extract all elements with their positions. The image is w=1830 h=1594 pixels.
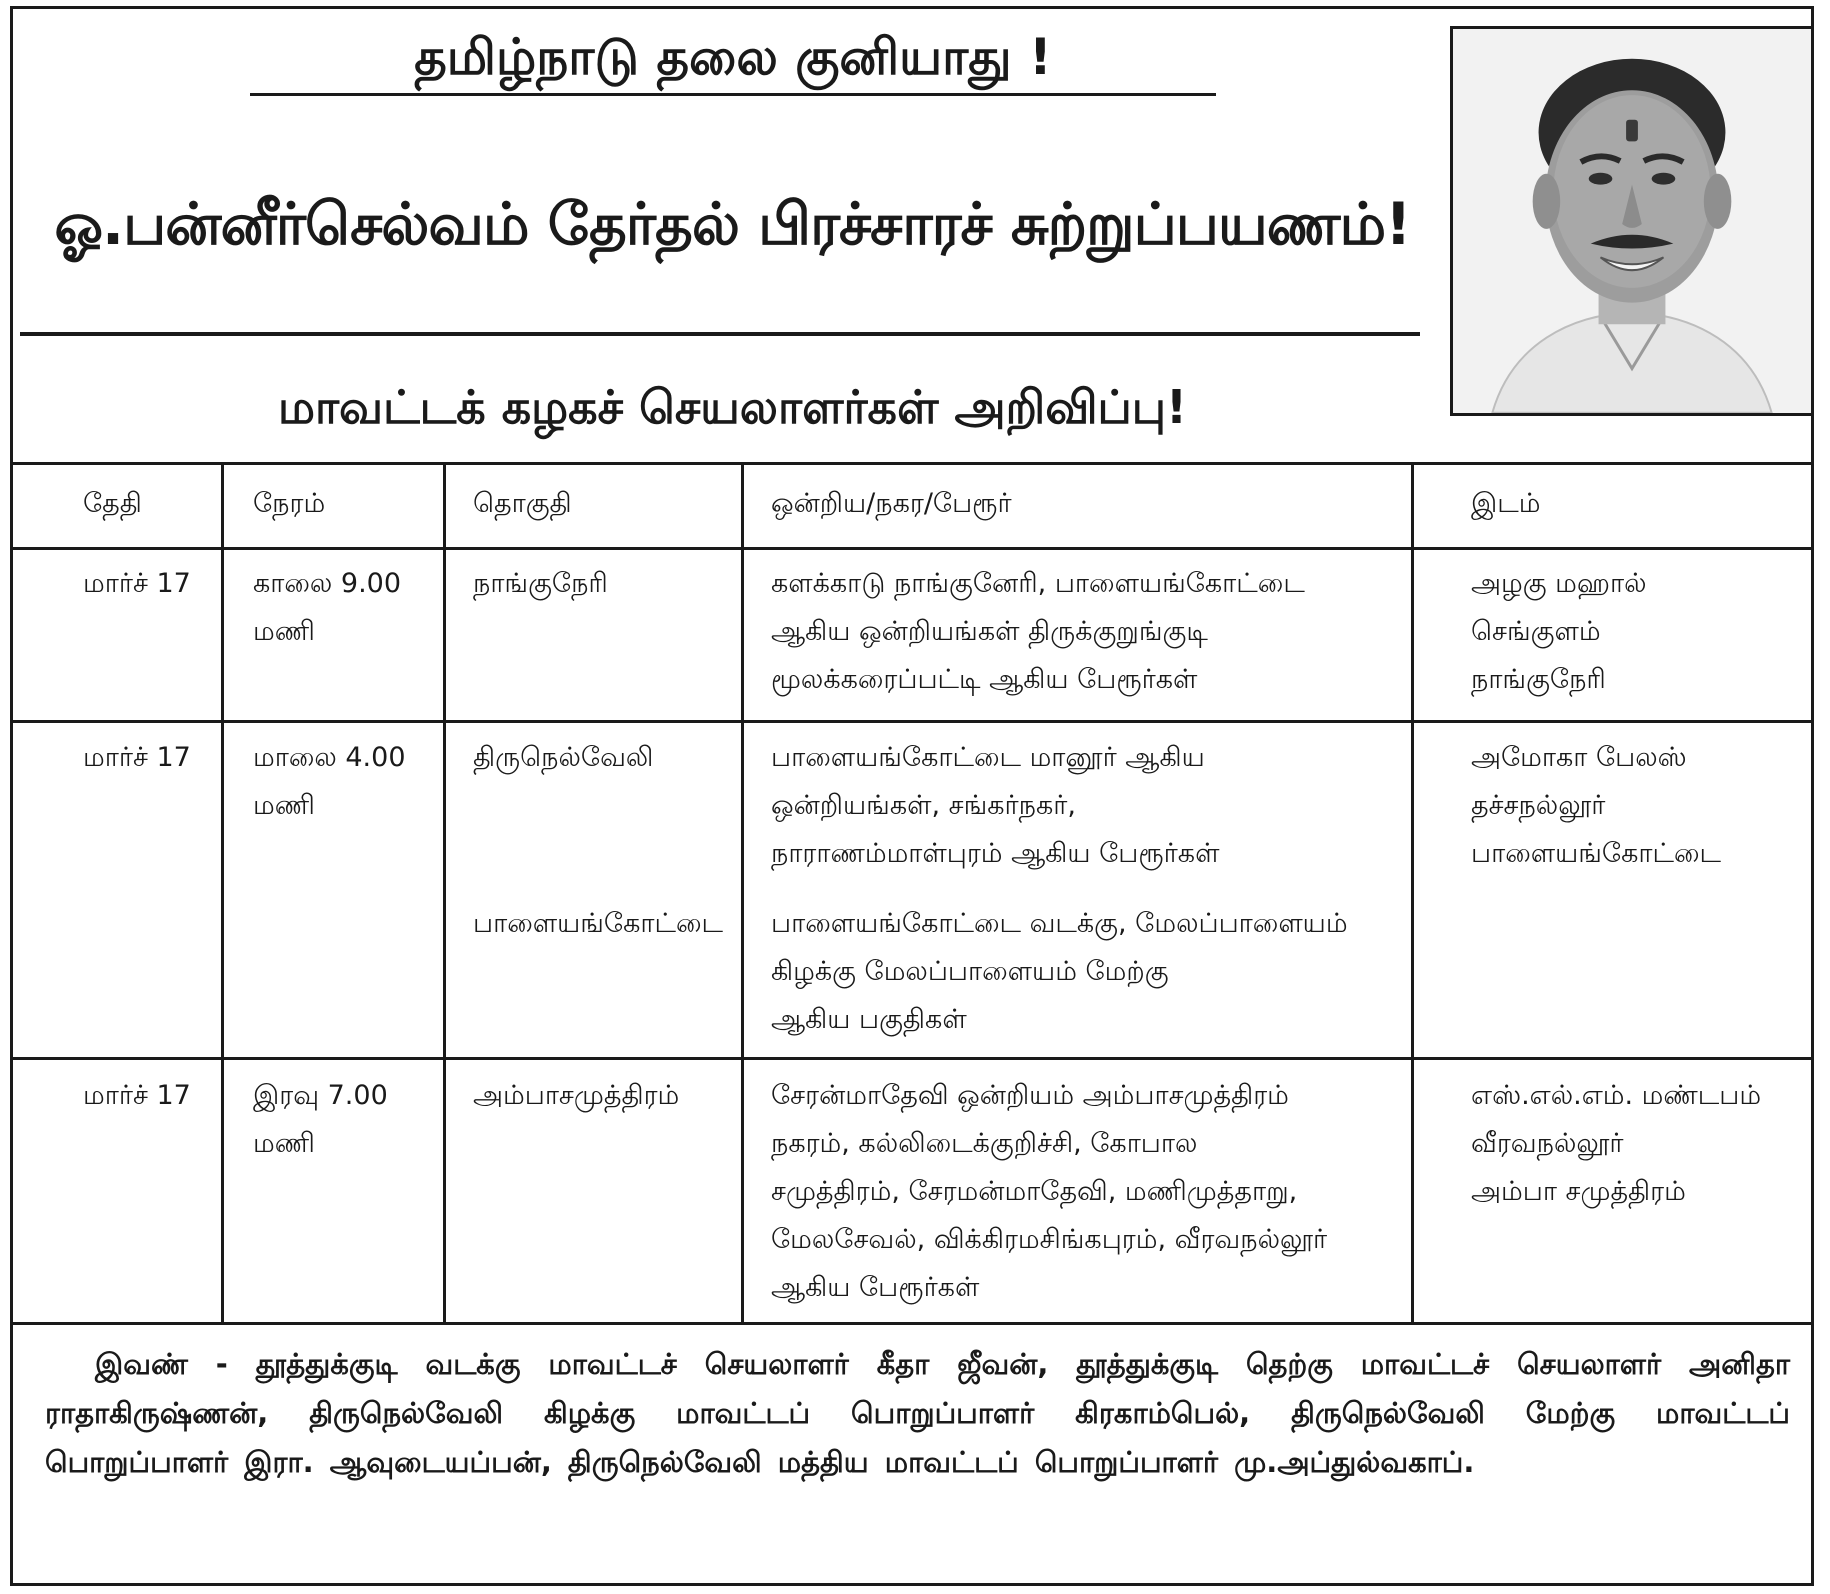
areas-line: மேலசேவல், விக்கிரமசிங்கபுரம், வீரவநல்லூர் — [771, 1224, 1328, 1255]
row1-venue — [1471, 560, 1647, 704]
column-header-venue: இடம் — [1471, 488, 1541, 519]
areas-line: ஆகிய பகுதிகள் — [771, 1004, 967, 1035]
areas-line: சமுத்திரம், சேரமன்மாதேவி, மணிமுத்தாறு, — [771, 1176, 1298, 1207]
time-line: மணி — [253, 616, 315, 647]
portrait-illustration — [1453, 29, 1811, 413]
venue-line: செங்குளம் — [1471, 616, 1601, 647]
slogan-heading: தமிழ்நாடு தலை குனியாது ! — [250, 30, 1216, 96]
column-header-date: தேதி — [83, 488, 142, 519]
time-line: மணி — [253, 790, 315, 821]
row2-date: மார்ச் 17 — [83, 742, 191, 773]
time-line: மணி — [253, 1128, 315, 1159]
row-divider — [13, 720, 1811, 723]
column-divider — [443, 462, 446, 1322]
column-divider — [741, 462, 744, 1322]
column-header-areas: ஒன்றிய/நகர/பேரூர் — [771, 488, 1012, 519]
areas-line: பாளையங்கோட்டை மானூர் ஆகிய — [771, 742, 1205, 773]
areas-line: கிழக்கு மேலப்பாளையம் மேற்கு — [771, 956, 1169, 987]
row1-areas — [771, 560, 1305, 704]
column-header-constituency: தொகுதி — [473, 488, 572, 519]
row3-date: மார்ச் 17 — [83, 1080, 191, 1111]
row2-constituency: திருநெல்வேலி — [473, 742, 654, 773]
header-row-divider — [13, 547, 1811, 550]
column-divider — [1411, 462, 1414, 1322]
table-border-bottom — [13, 1322, 1811, 1325]
row-divider — [13, 1057, 1811, 1060]
venue-line: அமோகா பேலஸ் — [1471, 742, 1687, 773]
row2-areas-secondary — [771, 900, 1348, 1044]
areas-line: நகரம், கல்லிடைக்குறிச்சி, கோபால — [771, 1128, 1198, 1159]
areas-line: சேரன்மாதேவி ஒன்றியம் அம்பாசமுத்திரம் — [771, 1080, 1289, 1111]
areas-line: ஆகிய பேரூர்கள் — [771, 1272, 980, 1303]
time-line: இரவு 7.00 — [253, 1080, 388, 1111]
schedule-table — [13, 462, 1811, 1325]
column-divider — [221, 462, 224, 1322]
row1-date: மார்ச் 17 — [83, 568, 191, 599]
row3-venue — [1471, 1072, 1761, 1216]
areas-line: ஒன்றியங்கள், சங்கர்நகர், — [771, 790, 1076, 821]
row1-time — [253, 560, 401, 656]
venue-line: அழகு மஹால் — [1471, 568, 1647, 599]
row2-areas — [771, 734, 1219, 878]
venue-line: வீரவநல்லூர் — [1471, 1128, 1624, 1159]
headline-divider — [20, 332, 1420, 336]
table-border-top — [13, 462, 1811, 465]
campaign-headline: ஓ.பன்னீர்செல்வம் தேர்தல் பிரச்சாரச் சுற்றுப்பயணம்! — [54, 190, 1411, 258]
column-header-time: நேரம் — [253, 488, 326, 519]
row3-areas — [771, 1072, 1327, 1312]
announcement-subheadline: மாவட்டக் கழகச் செயலாளர்கள் அறிவிப்பு! — [278, 380, 1187, 434]
areas-line: நாராணம்மாள்புரம் ஆகிய பேரூர்கள் — [771, 838, 1220, 869]
row3-time — [253, 1072, 388, 1168]
row2-constituency-secondary: பாளையங்கோட்டை — [473, 908, 723, 939]
row2-venue — [1471, 734, 1721, 878]
row2-time — [253, 734, 406, 830]
time-line: மாலை 4.00 — [253, 742, 406, 773]
leader-portrait — [1450, 26, 1814, 416]
row3-constituency: அம்பாசமுத்திரம் — [473, 1080, 680, 1111]
time-line: காலை 9.00 — [253, 568, 402, 599]
areas-line: ஆகிய ஒன்றியங்கள் திருக்குறுங்குடி — [771, 616, 1208, 647]
venue-line: நாங்குநேரி — [1471, 664, 1606, 695]
venue-line: எஸ்.எல்.எம். மண்டபம் — [1471, 1080, 1762, 1111]
venue-line: பாளையங்கோட்டை — [1471, 838, 1721, 869]
areas-line: களக்காடு நாங்குனேரி, பாளையங்கோட்டை — [771, 568, 1305, 599]
row1-constituency: நாங்குநேரி — [473, 568, 608, 599]
venue-line: அம்பா சமுத்திரம் — [1471, 1176, 1686, 1207]
areas-line: மூலக்கரைப்பட்டி ஆகிய பேரூர்கள் — [771, 664, 1198, 695]
venue-line: தச்சநல்லூர் — [1471, 790, 1606, 821]
areas-line: பாளையங்கோட்டை வடக்கு, மேலப்பாளையம் — [771, 908, 1348, 939]
issued-by-footer: இவண் - தூத்துக்குடி வடக்கு மாவட்டச் செயலாளர் கீதா ஜீவன், தூத்துக்குடி தெற்கு மாவட்டச் செயலாளர் அனிதா ராதாகிருஷ்ணன், திருநெல்வேலி கிழக்கு மாவட்டப் பொறுப்பாளர் கிரகாம்பெல், திருநெல்வேலி மேற்கு மாவட்டப் பொறுப்பாளர் இரா. ஆவுடையப்பன், திருநெல்வேலி மத்திய மாவட்டப் பொறுப்பாளர் மு.அப்துல்வகாப். — [45, 1347, 1790, 1479]
